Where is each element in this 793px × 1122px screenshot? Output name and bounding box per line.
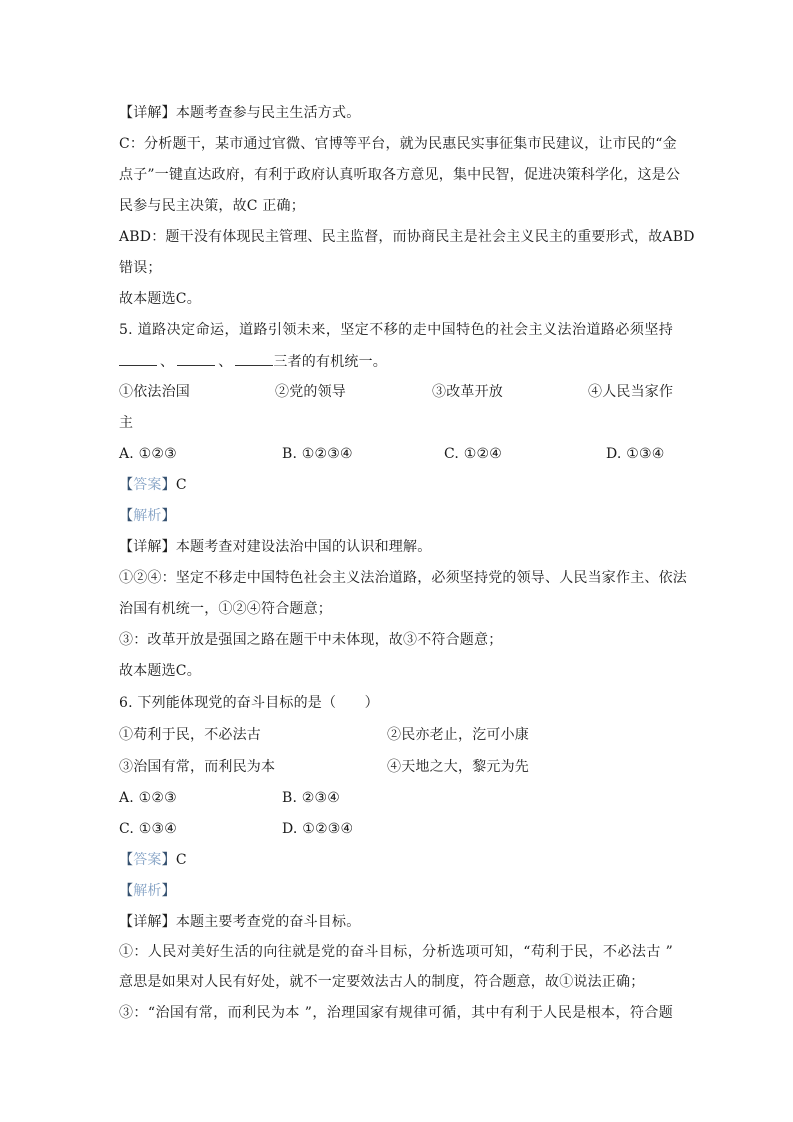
choice-value: ①③④ <box>626 446 665 462</box>
detail-label: 详解 <box>133 539 162 555</box>
detail-bracket-open: 【 <box>119 539 134 555</box>
choice-value: ①②③ <box>138 446 177 462</box>
q6-choices-row-1 <box>119 788 679 808</box>
answer-bracket-open: 【 <box>119 852 134 868</box>
answer-label: 答案 <box>133 852 162 868</box>
answer-bracket-close: 】 <box>161 852 176 868</box>
analysis-bracket-open: 【 <box>119 883 134 899</box>
q6-choice-c[interactable] <box>119 819 177 839</box>
q5-detail-line-3: ③：改革开放是强国之路在题干中未体现，故③不符合题意； <box>119 632 503 648</box>
choice-value: ①③④ <box>138 821 177 837</box>
q4-line-abd-1: ABD：题干没有体现民主管理、民主监督，而协商民主是社会主义民主的重要形式，故ABD <box>119 229 695 245</box>
choice-letter: C. <box>444 446 460 462</box>
q6-analysis-heading <box>119 881 176 901</box>
answer-bracket-open: 【 <box>119 477 134 493</box>
analysis-bracket-close: 】 <box>161 883 176 899</box>
analysis-label: 解析 <box>133 508 162 524</box>
q5-choice-a[interactable] <box>119 444 177 464</box>
detail-intro: 本题考查参与民主生活方式。 <box>175 105 361 121</box>
q5-choice-b[interactable] <box>282 444 353 464</box>
q5-analysis-heading <box>119 506 176 526</box>
q5-choice-c[interactable] <box>444 444 502 464</box>
q5-stem-line-2 <box>119 351 387 371</box>
q6-detail-line-2: 意思是如果对人民有好处，就不一定要效法古人的制度，符合题意，故①说法正确； <box>119 974 645 990</box>
q5-answer <box>119 475 187 495</box>
choice-letter: A. <box>119 446 134 462</box>
q6-choice-a[interactable] <box>119 788 177 808</box>
q5-item-2: ②党的领导 <box>275 384 346 400</box>
answer-value: C <box>175 852 187 868</box>
choice-value: ①②③④ <box>302 821 354 837</box>
q5-detail-heading <box>119 537 431 557</box>
q5-stem-line-1: 5. 道路决定命运，道路引领未来，坚定不移的走中国特色的社会主义法治道路必须坚持 <box>119 322 673 338</box>
detail-label-close: 】 <box>161 105 176 121</box>
choice-letter: D. <box>282 821 298 837</box>
detail-label: 详解 <box>133 914 162 930</box>
q5-item-4-wrap: 主 <box>119 415 134 431</box>
q6-choice-b[interactable] <box>282 788 340 808</box>
q5-item-4: ④人民当家作 <box>588 384 674 400</box>
q5-blank-2 <box>177 351 215 366</box>
answer-bracket-close: 】 <box>161 477 176 493</box>
detail-intro: 本题主要考查党的奋斗目标。 <box>175 914 361 930</box>
q6-items-row-1 <box>119 725 679 745</box>
q5-item-1: ①依法治国 <box>119 384 190 400</box>
q5-detail-line-2: 治国有机统一，①②④符合题意； <box>119 601 332 617</box>
detail-bracket-close: 】 <box>161 914 176 930</box>
q4-detail-heading <box>119 103 360 123</box>
choice-letter: B. <box>282 446 298 462</box>
analysis-bracket-open: 【 <box>119 508 134 524</box>
choice-value: ①②③④ <box>301 446 353 462</box>
q5-blank-1 <box>119 351 157 366</box>
q4-line-c-2: 点子”一键直达政府，有利于政府认真听取各方意见，集中民智，促进决策科学化，这是公 <box>119 167 681 183</box>
q5-items-row <box>119 382 679 402</box>
choice-letter: A. <box>119 790 134 806</box>
q5-blank-3 <box>235 351 273 366</box>
q5-choice-d[interactable] <box>606 444 665 464</box>
q6-item-3: ③治国有常，而利民为本 <box>119 759 276 775</box>
q5-separator-2: 、 <box>218 354 233 370</box>
q6-detail-heading <box>119 912 360 932</box>
q4-line-c-3: 民参与民主决策，故C 正确； <box>119 198 305 214</box>
detail-bracket-open: 【 <box>119 914 134 930</box>
analysis-label: 解析 <box>133 883 162 899</box>
q6-detail-line-3: ③：“治国有常，而利民为本 ”，治理国家有规律可循，其中有利于人民是根本，符合题 <box>119 1005 673 1021</box>
q6-item-4: ④天地之大，黎元为先 <box>387 759 529 775</box>
q5-stem-tail: 三者的有机统一。 <box>273 354 388 370</box>
detail-label-open: 【 <box>119 105 134 121</box>
q6-choices-row-2 <box>119 819 679 839</box>
q5-separator-1: 、 <box>160 354 175 370</box>
detail-bracket-close: 】 <box>161 539 176 555</box>
choice-value: ①②③ <box>138 790 177 806</box>
q6-choice-d[interactable] <box>282 819 353 839</box>
choice-letter: B. <box>282 790 298 806</box>
q6-detail-line-1: ①：人民对美好生活的向往就是党的奋斗目标，分析选项可知，“苟利于民，不必法古 ” <box>119 944 673 960</box>
answer-value: C <box>175 477 187 493</box>
q6-items-row-2 <box>119 757 679 777</box>
choice-value: ①②④ <box>463 446 502 462</box>
q6-stem: 6. 下列能体现党的奋斗目标的是（ ） <box>119 695 379 711</box>
answer-label: 答案 <box>133 477 162 493</box>
q6-item-1: ①苟利于民，不必法古 <box>119 727 261 743</box>
q5-detail-line-1: ①②④：坚定不移走中国特色社会主义法治道路，必须坚持党的领导、人民当家作主、依法 <box>119 570 687 586</box>
q6-item-2: ②民亦老止，汔可小康 <box>387 727 529 743</box>
choice-letter: D. <box>606 446 622 462</box>
q5-item-3: ③改革开放 <box>432 384 503 400</box>
detail-intro: 本题考查对建设法治中国的认识和理解。 <box>175 539 432 555</box>
detail-label: 详解 <box>133 105 162 121</box>
analysis-bracket-close: 】 <box>161 508 176 524</box>
q4-line-c-1: C：分析题干，某市通过官微、官博等平台，就为民惠民实事征集市民建议，让市民的“金 <box>119 136 677 152</box>
choice-letter: C. <box>119 821 135 837</box>
q5-detail-line-4: 故本题选C。 <box>119 663 201 679</box>
q4-line-abd-2: 错误； <box>119 260 162 276</box>
q5-choices-row <box>119 444 679 464</box>
choice-value: ②③④ <box>301 790 341 806</box>
q6-answer <box>119 850 187 870</box>
q4-conclusion: 故本题选C。 <box>119 291 201 307</box>
